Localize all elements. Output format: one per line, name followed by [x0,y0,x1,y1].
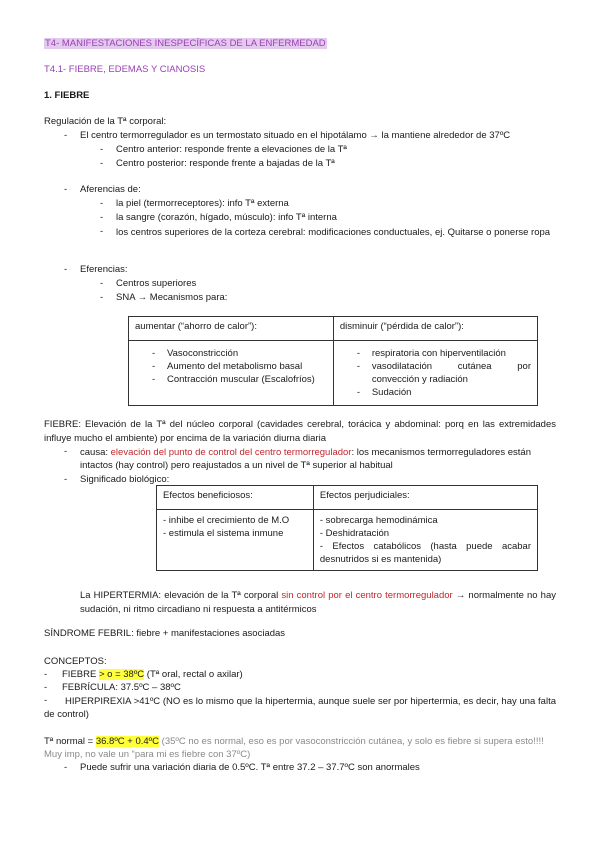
bullet-dash: - [44,682,48,693]
cause-highlight: elevación del punto de control del centro termorregulador [110,447,352,458]
table-list-item: - Contracción muscular (Escalofríos) [147,373,327,386]
normal-temp-label: Tª normal = [44,736,96,747]
document-title: T4- MANIFESTACIONES INESPECÍFICAS DE LA ENFERMEDAD [45,38,326,49]
table-list-item: - Sudación [352,386,531,399]
fever-cause [80,446,556,472]
bullet-dash: - [100,292,104,303]
hyperthermia-prefix: La HIPERTERMIA: elevación de la Tª corporal [80,590,282,601]
bullet-dash: - [100,278,104,289]
table-list-item: - inhibe el crecimiento de M.O [163,515,290,526]
bullet-dash: - [64,474,68,485]
bullet-dash: - [64,130,68,141]
normal-temperature [44,735,556,761]
daily-variation: Puede sufrir una variación diaria de 0.5ºC. Tª entre 37.2 – 37.7ºC son anormales [80,762,420,773]
bullet-dash: - [64,184,68,195]
table-list-item: - respiratoria con hiperventilación [352,347,531,360]
table-list-item: - Aumento del metabolismo basal [147,360,327,373]
bullet-dash: - [44,695,48,706]
heat-mechanisms-table [128,316,538,406]
febrile-syndrome-label: SÍNDROME FEBRIL [44,628,132,639]
concept-fever-note: (Tª oral, rectal o axilar) [144,669,243,680]
table-list-item: - sobrecarga hemodinámica [319,515,438,526]
bullet-dash: - [64,762,68,773]
efferent-item: SNA → Mecanismos para: [116,292,228,303]
concepts-heading: CONCEPTOS: [44,656,107,667]
normal-temp-value: 36.8ºC + 0.4ºC [95,736,160,747]
bullet-dash: - [100,198,104,209]
normal-temp-note: (35ºC no es normal, eso es por vasoconstricción cutánea, y solo es fiebre si supera esto!!!! Muy imp, no vale un “para mi es fiebre con 37ºC) [44,736,544,760]
table-cell-decrease [333,341,537,406]
bullet-dash: - [100,212,104,223]
cause-prefix: causa: [80,447,111,458]
table-cell-harmful [313,510,537,571]
table-cell-beneficial [157,510,314,571]
cause-rest: : los mecanismos termorreguladores están intactos (hay control) pero reajustados a un nivel de Tª superior al habitual [80,447,531,471]
concept-hyperpyrexia: HIPERPIREXIA >41ºC (NO es lo mismo que la hipertermia, aunque suele ser por hipertermia, es decir, hay una falta de control) [44,696,556,720]
concept-fever [62,669,243,680]
regulation-subitem: Centro anterior: responde frente a elevaciones de la Tª [116,144,347,155]
concept-febricula: FEBRÍCULA: 37.5ºC – 38ºC [62,682,181,693]
bullet-dash: - [100,144,104,155]
afferent-item: los centros superiores de la corteza cerebral: modificaciones conductuales, ej. Quitarse o ponerse ropa [116,227,551,238]
concept-fever-label: FIEBRE [62,669,99,680]
table-cell-increase [129,341,334,406]
regulation-item: El centro termorregulador es un termostato situado en el hipotálamo → la mantiene alrededor de 37ºC [80,130,511,141]
bullet-dash: - [100,158,104,169]
section-heading: 1. FIEBRE [44,90,90,101]
febrile-syndrome [44,628,285,639]
efferent-item: Centros superiores [116,278,197,289]
table-list-item: - Deshidratación [319,528,390,539]
regulation-heading: Regulación de la Tª corporal: [44,116,167,127]
fever-text: : Elevación de la Tª del núcleo corporal (cavidades cerebral, torácica y abdominal: porq en las extremidades influye mucho el ambiente) por encima de la variación diurna diaria [44,419,556,444]
biological-significance: Significado biológico: [80,474,170,485]
efferents-heading: Eferencias: [80,264,128,275]
bullet-dash: - [44,669,48,680]
table-header-cell: Efectos beneficiosos: [157,486,314,510]
fever-label: FIEBRE [44,419,79,430]
hyperthermia-definition [80,589,556,617]
concept-fever-threshold: > o = 38ºC [98,669,145,680]
febrile-syndrome-text: : fiebre + manifestaciones asociadas [131,628,286,639]
afferent-item: la piel (termorreceptores): info Tª externa [116,198,289,209]
afferent-item: la sangre (corazón, hígado, músculo): info Tª interna [116,212,337,223]
table-list-item: - Vasoconstricción [147,347,327,360]
table-header-cell: Efectos perjudiciales: [313,486,537,510]
regulation-subitem: Centro posterior: responde frente a bajadas de la Tª [116,158,335,169]
fever-definition [44,418,556,446]
bullet-dash: - [64,446,68,457]
table-header-cell: aumentar (“ahorro de calor”): [129,317,334,341]
table-header-cell: disminuir (“pérdida de calor”): [333,317,537,341]
document-subtitle: T4.1- FIEBRE, EDEMAS Y CIANOSIS [44,64,206,75]
table-list-item: - estimula el sistema inmune [163,528,284,539]
afferents-heading: Aferencias de: [80,184,141,195]
hyperthermia-highlight: sin control por el centro termorregulador [281,590,453,601]
bullet-dash: - [64,264,68,275]
table-list-item: - vasodilatación cutánea por convección y radiación [352,360,531,386]
table-list-item: - Efectos catabólicos (hasta puede acabar desnutridos si es mantenida) [319,541,531,565]
bullet-dash: - [100,226,104,237]
fever-effects-table [156,485,538,571]
hyperthermia-suffix: → normalmente no hay sudación, ni ritmo circadiano ni respuesta a antitérmicos [80,590,556,615]
